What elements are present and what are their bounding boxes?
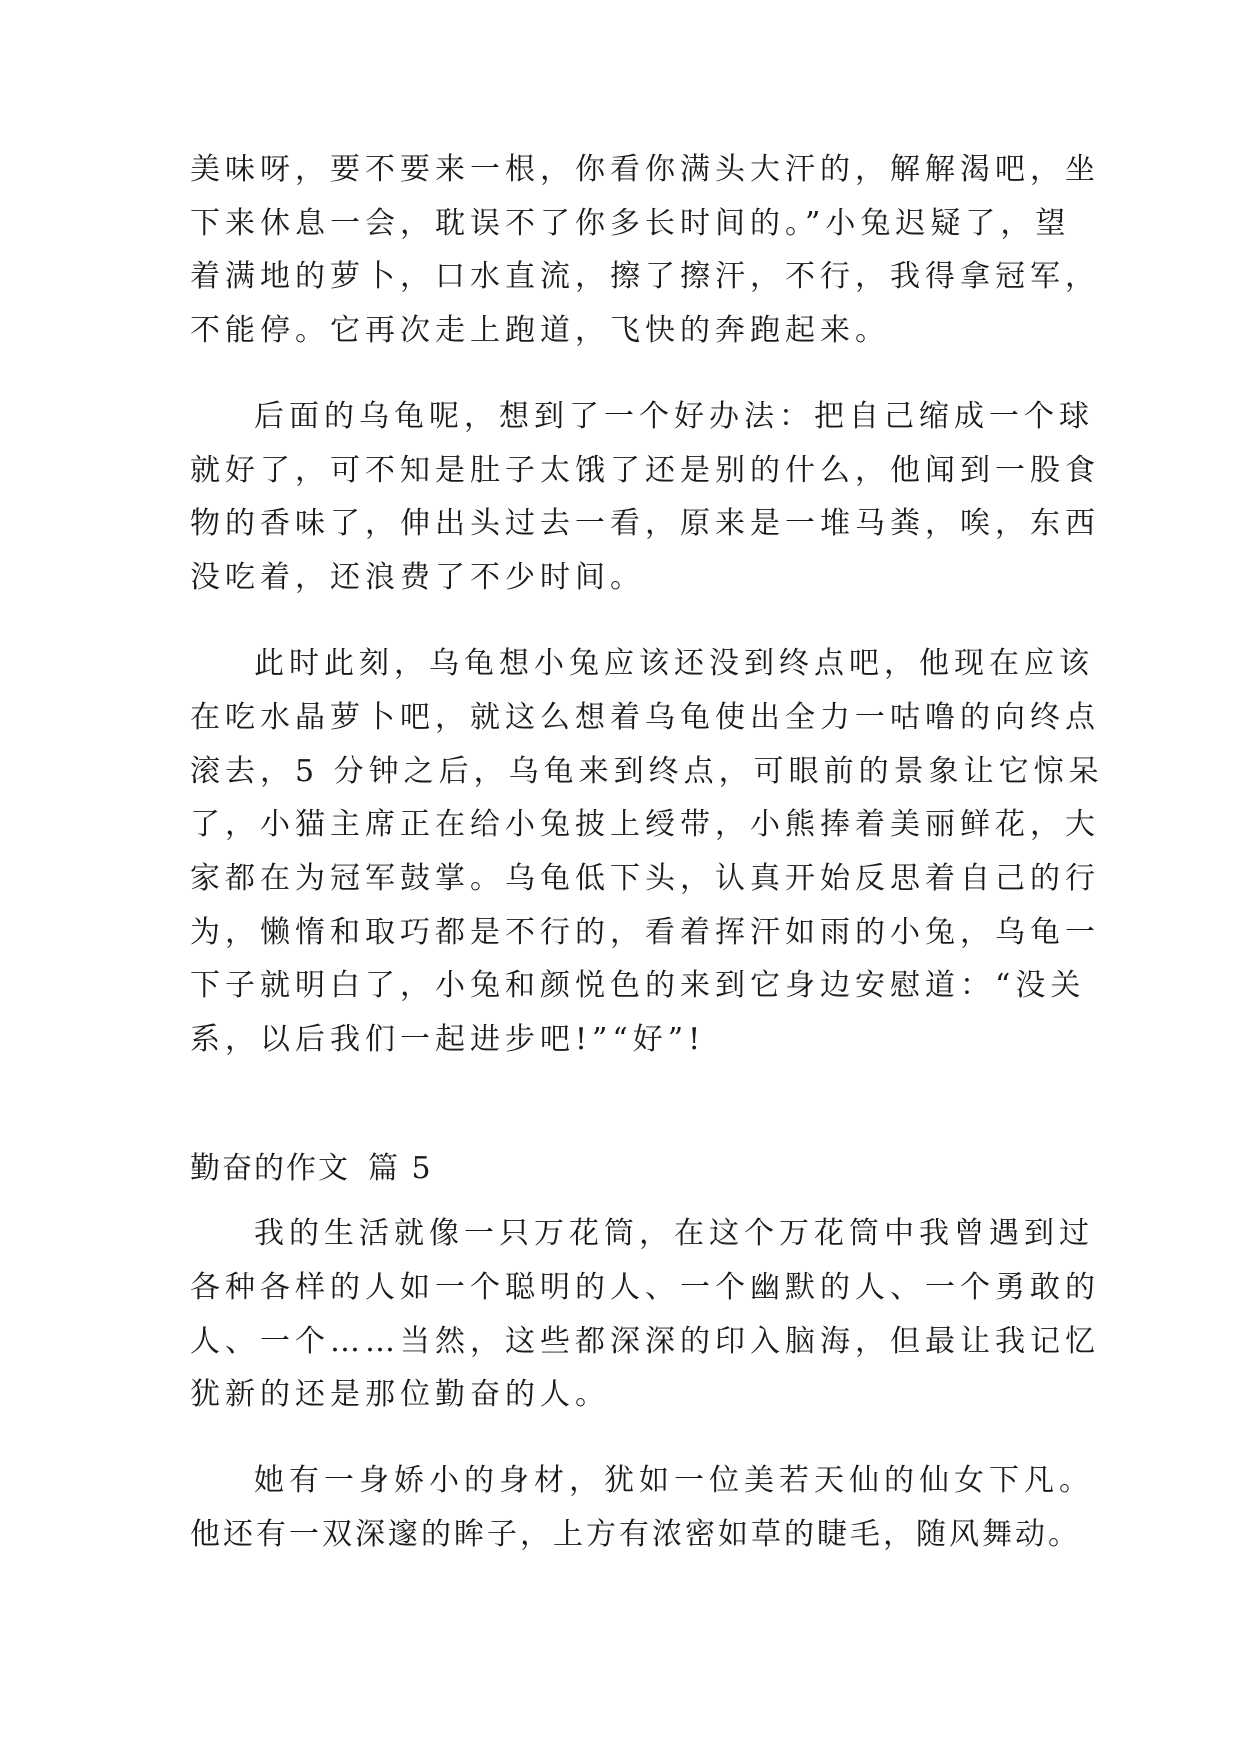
text-line: 了，小猫主席正在给小兔披上绶带，小熊捧着美丽鲜花，大: [190, 807, 1100, 842]
text-line: 我的生活就像一只万花筒，在这个万花筒中我曾遇到过: [254, 1216, 1094, 1251]
text-line: 人、一个……当然，这些都深深的印入脑海，但最让我记忆: [190, 1324, 1100, 1359]
heading-title: 勤奋的作文: [190, 1151, 350, 1186]
text-line: 物的香味了，伸出头过去一看，原来是一堆马粪，唉，东西: [190, 506, 1100, 541]
text-line: 美味呀，要不要来一根，你看你满头大汗的，解解渴吧，坐: [190, 152, 1100, 187]
text-line: 在吃水晶萝卜吧，就这么想着乌龟使出全力一咕噜的向终点: [190, 700, 1100, 735]
text-line: 犹新的还是那位勤奋的人。: [190, 1377, 610, 1412]
text-line: 为，懒惰和取巧都是不行的，看着挥汗如雨的小兔，乌龟一: [190, 915, 1100, 950]
text-line: 他还有一双深邃的眸子，上方有浓密如草的睫毛，随风舞动。: [190, 1517, 1081, 1552]
text-line: 此时此刻，乌龟想小兔应该还没到终点吧，他现在应该: [254, 646, 1094, 681]
text-line: 系，以后我们一起进步吧!”“好”!: [190, 1022, 706, 1057]
text-line: 下子就明白了，小兔和颜悦色的来到它身边安慰道：“没关: [190, 968, 1086, 1003]
text-line: 没吃着，还浪费了不少时间。: [190, 560, 645, 595]
text-line: 下来休息一会，耽误不了你多长时间的。”小兔迟疑了，望: [190, 206, 1071, 241]
heading-number: 篇 5: [368, 1151, 433, 1186]
text-line: 不能停。它再次走上跑道，飞快的奔跑起来。: [190, 313, 890, 348]
section-heading: [190, 1149, 433, 1189]
text-line: 就好了，可不知是肚子太饿了还是别的什么，他闻到一股食: [190, 453, 1100, 488]
text-line: 她有一身娇小的身材，犹如一位美若天仙的仙女下凡。: [254, 1463, 1094, 1498]
text-line: 各种各样的人如一个聪明的人、一个幽默的人、一个勇敢的: [190, 1270, 1100, 1305]
text-line: 家都在为冠军鼓掌。乌龟低下头，认真开始反思着自己的行: [190, 861, 1100, 896]
text-line: 着满地的萝卜，口水直流，擦了擦汗，不行，我得拿冠军，: [190, 259, 1100, 294]
text-line: 后面的乌龟呢，想到了一个好办法：把自己缩成一个球: [254, 399, 1094, 434]
text-line: 滚去，5 分钟之后，乌龟来到终点，可眼前的景象让它惊呆: [190, 754, 1104, 789]
